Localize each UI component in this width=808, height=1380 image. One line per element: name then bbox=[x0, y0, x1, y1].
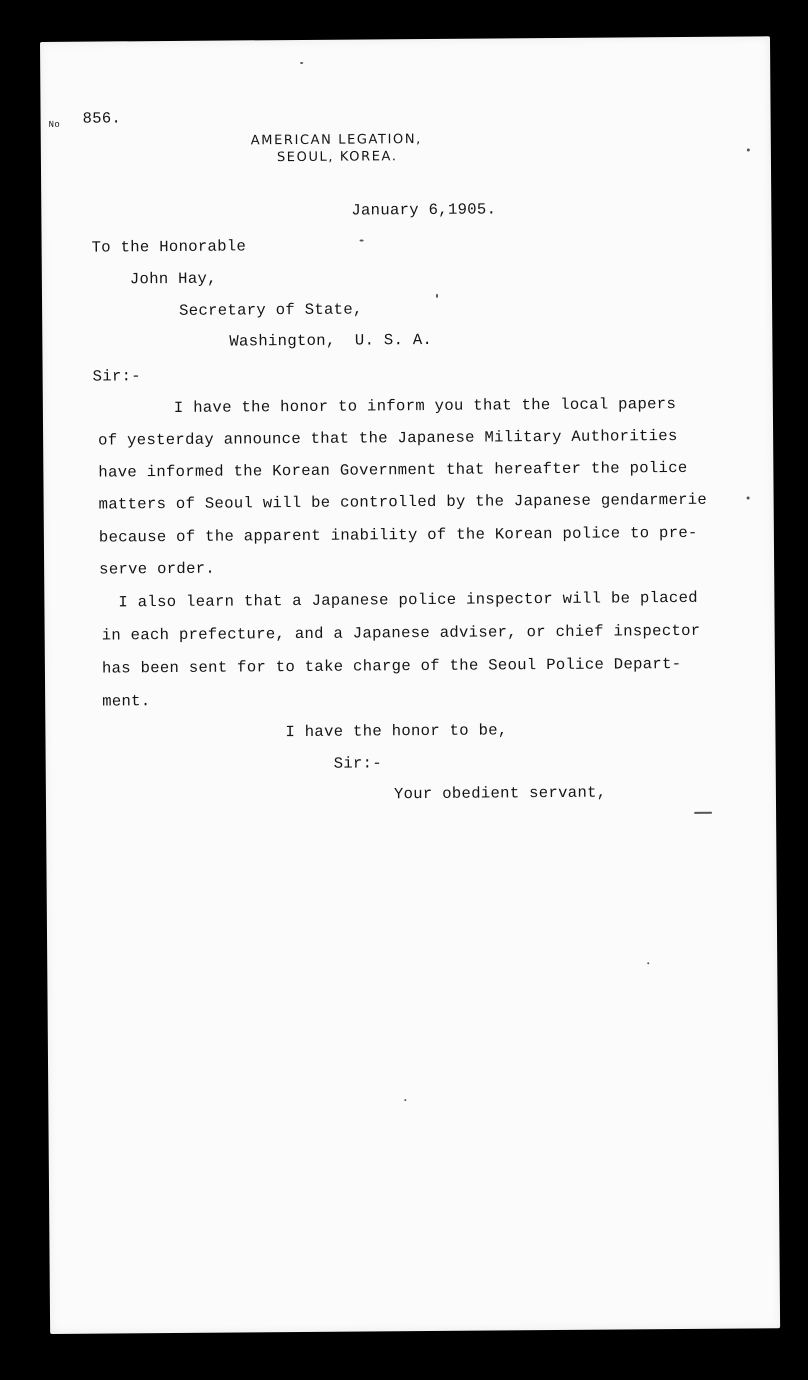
address-line-3: Secretary of State, bbox=[179, 300, 363, 320]
closing-line-3: Your obedient servant, bbox=[393, 783, 607, 804]
document-number-prefix: No bbox=[48, 119, 61, 130]
scan-speck bbox=[747, 496, 750, 499]
letterhead-legation: AMERICAN LEGATION, bbox=[250, 132, 422, 149]
body-line-8: in each prefecture, and a Japanese adviser, or chief inspector bbox=[101, 621, 701, 645]
closing-line-2: Sir:- bbox=[333, 754, 383, 773]
letter-sheet bbox=[40, 36, 780, 1334]
scan-speck bbox=[300, 62, 303, 64]
body-line-4: matters of Seoul will be controlled by the Japanese gendarmerie bbox=[98, 490, 708, 514]
scan-speck bbox=[404, 1099, 406, 1101]
address-line-1: To the Honorable bbox=[91, 237, 247, 257]
body-line-3: have informed the Korean Government that hereafter the police bbox=[98, 458, 688, 482]
scan-speck bbox=[647, 962, 649, 964]
body-line-2: of yesterday announce that the Japanese Military Authorities bbox=[98, 427, 678, 450]
scan-speck bbox=[436, 294, 438, 298]
body-line-10: ment. bbox=[102, 692, 151, 711]
body-line-1: I have the honor to inform you that the local papers bbox=[173, 395, 677, 417]
salutation: Sir:- bbox=[92, 367, 141, 386]
scan-speck bbox=[747, 148, 750, 151]
address-line-4: Washington, U. S. A. bbox=[229, 330, 433, 351]
document-number: 856. bbox=[82, 109, 122, 128]
closing-line-1: I have the honor to be, bbox=[285, 721, 508, 742]
letter-date: January 6,1905. bbox=[351, 200, 497, 220]
body-line-6: serve order. bbox=[99, 559, 216, 579]
body-line-9: has been sent for to take charge of the Seoul Police Depart- bbox=[101, 654, 682, 678]
scan-speck bbox=[360, 239, 364, 241]
letterhead-city: SEOUL, KOREA. bbox=[276, 149, 398, 166]
scan-speck bbox=[694, 812, 712, 814]
body-line-7: I also learn that a Japanese police inspector will be placed bbox=[118, 588, 698, 612]
body-line-5: because of the apparent inability of the Korean police to pre- bbox=[98, 523, 698, 547]
address-line-2: John Hay, bbox=[129, 269, 217, 289]
